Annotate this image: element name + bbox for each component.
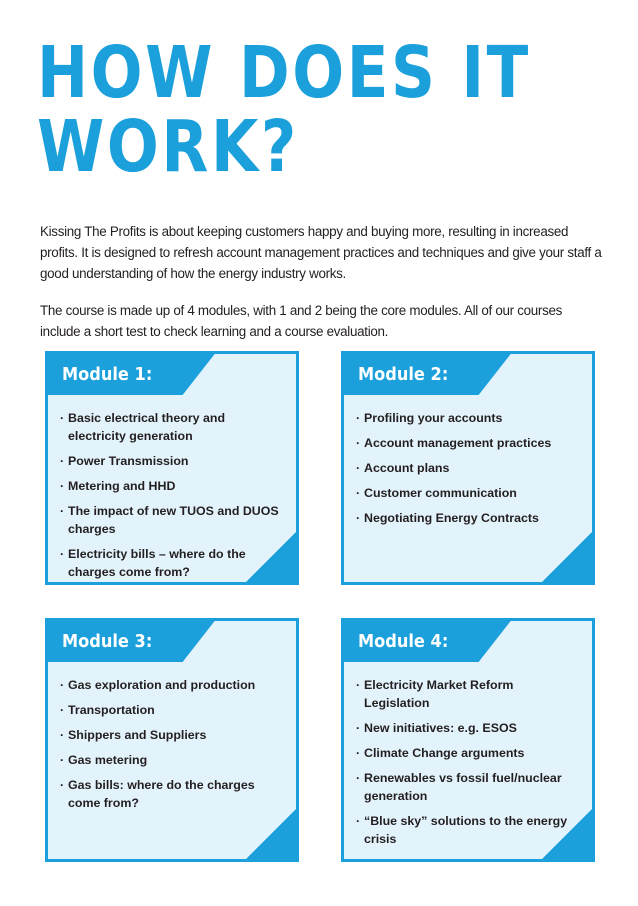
- page-title: [37, 31, 531, 188]
- intro-paragraph-2: The course is made up of 4 modules, with 1 and 2 being the core modules. All of our courses include a short test to check learning and a course evaluation.: [40, 303, 563, 340]
- list-item: · Basic electrical theory and electricity generation: [60, 409, 284, 445]
- list-item: · New initiatives: e.g. ESOS: [356, 719, 580, 737]
- list-item: · Shippers and Suppliers: [60, 726, 284, 744]
- module-2-list: [356, 409, 580, 534]
- corner-triangle-decoration: [539, 529, 595, 585]
- module-2-title: Module 2:: [358, 364, 449, 385]
- intro-paragraph-1: Kissing The Profits is about keeping customers happy and buying more, resulting in increased profits. It is designed to refresh account management practices and techniques and give your staff a good understanding of how the energy industry works.: [40, 224, 602, 282]
- title-line-2: WORK?: [37, 105, 299, 188]
- module-3-title: Module 3:: [62, 631, 153, 652]
- list-item: · Power Transmission: [60, 452, 284, 470]
- list-item: · Metering and HHD: [60, 477, 284, 495]
- list-item: · Renewables vs fossil fuel/nuclear generation: [356, 769, 580, 805]
- module-1-title: Module 1:: [62, 364, 153, 385]
- list-item: · Negotiating Energy Contracts: [356, 509, 580, 527]
- module-2-card: [341, 351, 595, 585]
- list-item: · Gas exploration and production: [60, 676, 284, 694]
- list-item: · Transportation: [60, 701, 284, 719]
- list-item: · Electricity Market Reform Legislation: [356, 676, 580, 712]
- list-item: · Account management practices: [356, 434, 580, 452]
- list-item: · Electricity bills – where do the charges come from?: [60, 545, 284, 581]
- module-4-list: [356, 676, 580, 855]
- module-3-list: [60, 676, 284, 819]
- list-item: · The impact of new TUOS and DUOS charges: [60, 502, 284, 538]
- list-item: · Climate Change arguments: [356, 744, 580, 762]
- module-3-card: [45, 618, 299, 862]
- list-item: · Profiling your accounts: [356, 409, 580, 427]
- module-4-card: [341, 618, 595, 862]
- list-item: · “Blue sky” solutions to the energy crisis: [356, 812, 580, 848]
- list-item: · Customer communication: [356, 484, 580, 502]
- list-item: · Gas bills: where do the charges come from?: [60, 776, 284, 812]
- list-item: · Gas metering: [60, 751, 284, 769]
- list-item: · Account plans: [356, 459, 580, 477]
- title-line-1: HOW DOES IT: [37, 31, 531, 114]
- module-4-title: Module 4:: [358, 631, 449, 652]
- module-1-card: [45, 351, 299, 585]
- module-1-list: [60, 409, 284, 588]
